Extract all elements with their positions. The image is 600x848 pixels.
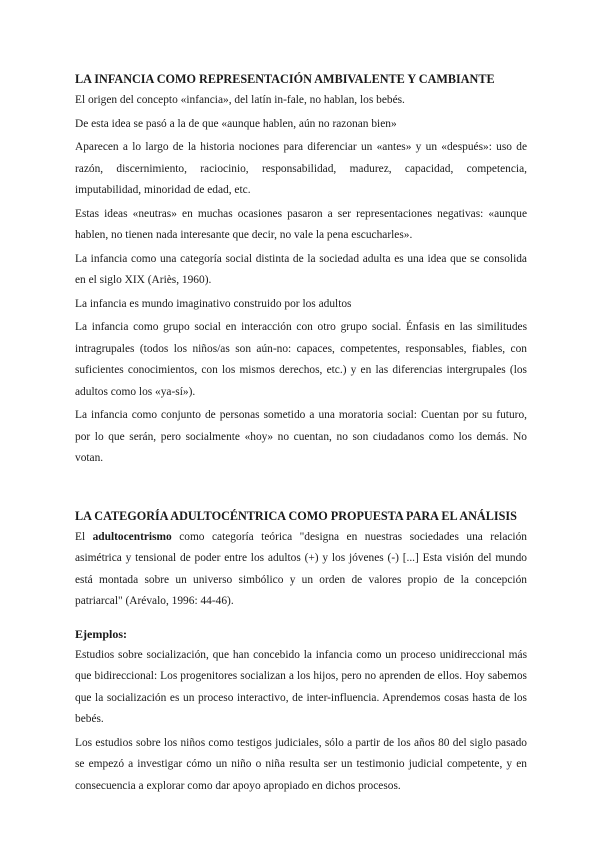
intro-rest: como categoría teórica "designa en nuestras sociedades una relación asimétrica y tensional de poder entre los adultos (+) y los jóvenes (-) [...] Esta visión del mundo está montada sobre un universo simbólico y un orden de valores propio de la concepción patriarcal" (Arévalo, 1996: 44-46). [75,530,527,607]
section1-paragraph: De esta idea se pasó a la de que «aunque hablen, aún no razonan bien» [75,117,397,130]
section1-paragraph: La infancia como conjunto de personas sometido a una moratoria social: Cuentan por su futuro, por lo que serán, pero socialmente «hoy» no cuentan, no son ciudadanos como los demás. No votan. [75,409,527,464]
section1-paragraph: La infancia como grupo social en interacción con otro grupo social. Énfasis en las similitudes intragrupales (todos los niños/as son aún-no: capaces, competentes, responsables, fiables, con suficientes conocimientos, con los mismos derechos, etc.) y en las diferencias intergrupales (los adultos como los «ya-sí»). [75,321,527,398]
section1-paragraph: Aparecen a lo largo de la historia nociones para diferenciar un «antes» y un «después»: uso de razón, discernimiento, raciocinio, responsabilidad, madurez, capacidad, competencia, imputabilidad, minoridad de edad, etc. [75,141,527,196]
intro-lead: El [75,530,93,543]
section-spacer [75,615,527,624]
section1-paragraph: El origen del concepto «infancia», del latín in-fale, no hablan, los bebés. [75,94,405,106]
section1-paragraph: La infancia es mundo imaginativo construido por los adultos [75,297,352,310]
section1-paragraph: Estas ideas «neutras» en muchas ocasiones pasaron a ser representaciones negativas: «aunque hablen, no tienen nada interesante que decir, no vale la pena escucharles». [75,207,527,241]
adultocentrismo-term: adultocentrismo [92,530,172,543]
example-paragraph: Estudios sobre socialización, que han concebido la infancia como un proceso unidireccional más que bidireccional: Los progenitores socializan a los hijos, pero no aprenden de ellos. Hoy sabemos que la socialización es un proceso interactivo, de inter-influencia. Aprendemos cosas hasta de los bebés. [75,648,527,725]
section-spacer [75,472,527,507]
section2-heading: LA CATEGORÍA ADULTOCÉNTRICA COMO PROPUESTA PARA EL ANÁLISIS [75,508,517,523]
section1-paragraph: La infancia como una categoría social distinta de la sociedad adulta es una idea que se consolida en el siglo XIX (Ariès, 1960). [75,252,527,286]
example-paragraph: Los estudios sobre los niños como testigos judiciales, sólo a partir de los años 80 del siglo pasado se empezó a investigar cómo un niño o niña resulta ser un testimonio judicial competente, y en consecuencia a explorar como dar apoyo apropiado en dichos procesos. [75,736,527,792]
section2-intro [75,527,527,613]
document-body [75,70,527,799]
section1-heading: LA INFANCIA COMO REPRESENTACIÓN AMBIVALENTE Y CAMBIANTE [75,72,495,86]
examples-heading: Ejemplos: [75,626,127,641]
